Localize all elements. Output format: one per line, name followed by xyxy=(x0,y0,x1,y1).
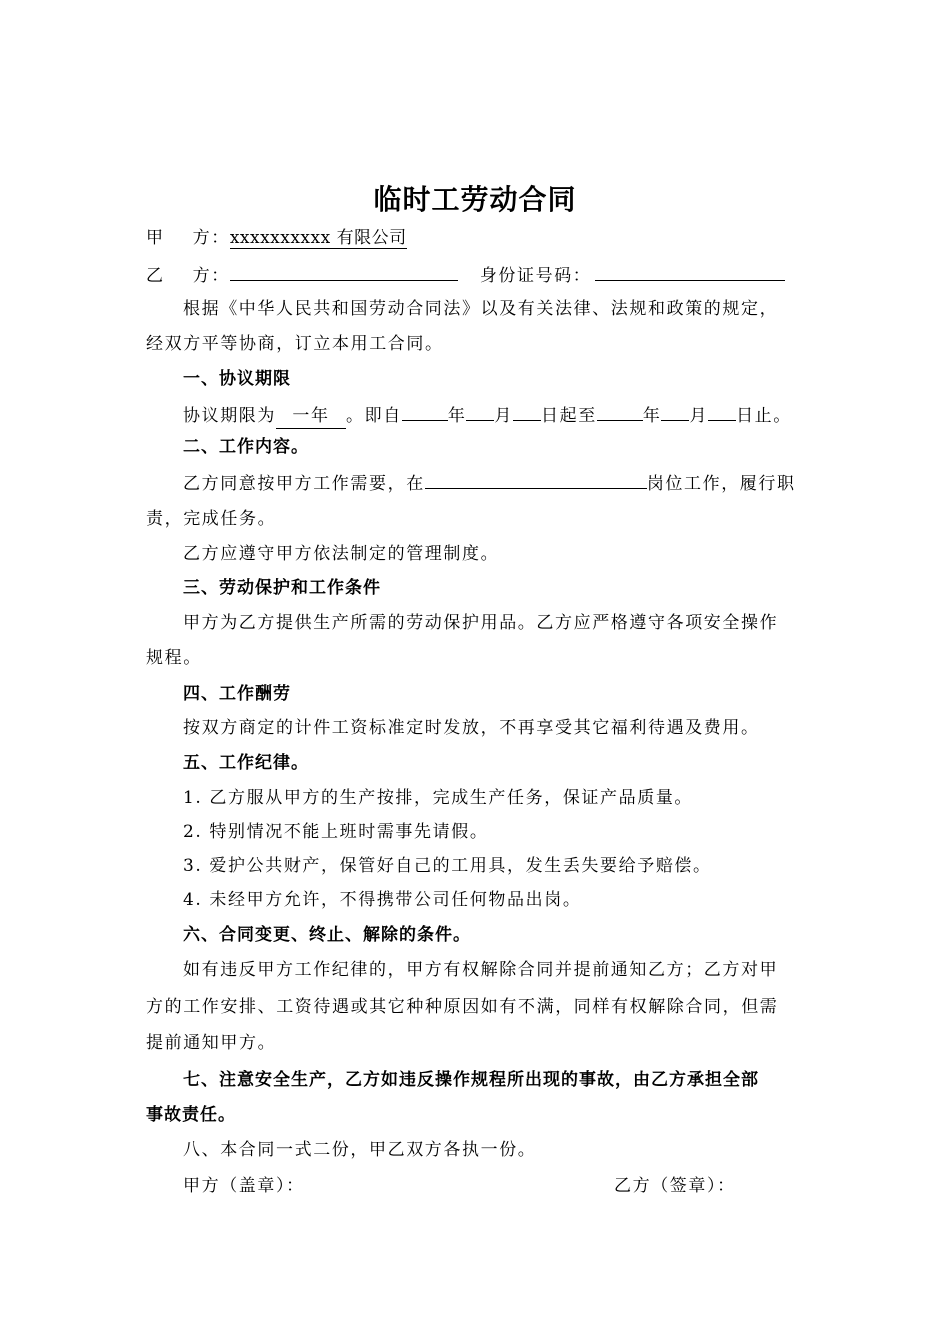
section-5-heading: 五、工作纪律。 xyxy=(183,753,309,773)
section-3-heading: 三、劳动保护和工作条件 xyxy=(183,578,381,598)
section-1-heading: 一、协议期限 xyxy=(183,369,291,389)
section-3-line-1: 甲方为乙方提供生产所需的劳动保护用品。乙方应严格遵守各项安全操作 xyxy=(183,613,779,633)
party-b-label: 乙 xyxy=(146,266,165,286)
discipline-item-2: 2. 特别情况不能上班时需事先请假。 xyxy=(183,822,489,842)
section-3-line-2: 规程。 xyxy=(146,648,202,668)
section-6-line-3: 提前通知甲方。 xyxy=(146,1033,277,1053)
term-from-label: 。即自 xyxy=(346,406,402,426)
end-day-blank[interactable] xyxy=(708,402,736,421)
end-year-label: 年 xyxy=(642,406,662,426)
section-6-heading: 六、合同变更、终止、解除的条件。 xyxy=(183,925,471,945)
position-blank[interactable] xyxy=(425,470,647,489)
start-month-blank[interactable] xyxy=(466,402,494,421)
id-number-label: 身份证号码： xyxy=(479,266,592,286)
intro-line-2: 经双方平等协商，订立本用工合同。 xyxy=(146,334,444,354)
section-7-line-1: 七、注意安全生产，乙方如违反操作规程所出现的事故，由乙方承担全部 xyxy=(183,1070,759,1090)
party-b-name-blank[interactable] xyxy=(230,262,458,281)
start-month-label: 月 xyxy=(494,406,514,426)
party-a-line xyxy=(146,226,407,250)
discipline-item-3: 3. 爱护公共财产，保管好自己的工用具，发生丢失要给予赔偿。 xyxy=(183,856,712,876)
party-b-signature-label: 乙方（签章）： xyxy=(614,1176,736,1196)
discipline-item-1: 1. 乙方服从甲方的生产按排，完成生产任务，保证产品质量。 xyxy=(183,788,694,808)
work-content-post: 岗位工作，履行职 xyxy=(646,474,796,494)
intro-line-1: 根据《中华人民共和国劳动合同法》以及有关法律、法规和政策的规定， xyxy=(183,299,779,319)
section-7-line-2: 事故责任。 xyxy=(146,1105,236,1125)
id-number-blank[interactable] xyxy=(595,262,785,281)
end-year-blank[interactable] xyxy=(597,402,643,421)
start-day-blank[interactable] xyxy=(513,402,541,421)
party-a-company: xxxxxxxxxx 有限公司 xyxy=(229,228,407,248)
start-year-label: 年 xyxy=(447,406,467,426)
section-8-line-1: 八、本合同一式二份，甲乙双方各执一份。 xyxy=(183,1140,537,1160)
party-b-label-suffix: 方： xyxy=(192,266,230,286)
term-value: 一年 xyxy=(276,404,346,429)
start-year-blank[interactable] xyxy=(402,402,448,421)
section-4-heading: 四、工作酬劳 xyxy=(183,684,291,704)
section-2-line-3: 乙方应遵守甲方依法制定的管理制度。 xyxy=(183,544,500,564)
end-day-label: 日止。 xyxy=(736,406,792,426)
start-day-label: 日起至 xyxy=(541,406,597,426)
section-2-heading: 二、工作内容。 xyxy=(183,437,309,457)
section-6-line-2: 方的工作安排、工资待遇或其它种种原因如有不满，同样有权解除合同，但需 xyxy=(146,997,779,1017)
section-6-line-1: 如有违反甲方工作纪律的，甲方有权解除合同并提前通知乙方；乙方对甲 xyxy=(183,960,779,980)
work-content-pre: 乙方同意按甲方工作需要，在 xyxy=(183,474,425,494)
party-a-label: 甲 xyxy=(146,228,165,248)
end-month-blank[interactable] xyxy=(661,402,689,421)
party-a-label-suffix: 方： xyxy=(192,228,230,248)
section-2-line-2: 责，完成任务。 xyxy=(146,509,277,529)
section-1-term-line xyxy=(183,402,792,429)
party-a-signature-label: 甲方（盖章）： xyxy=(183,1176,305,1196)
term-label: 协议期限为 xyxy=(183,406,276,426)
party-b-line xyxy=(146,262,785,288)
end-month-label: 月 xyxy=(689,406,709,426)
section-2-line-1 xyxy=(183,470,796,496)
document-title: 临时工劳动合同 xyxy=(373,183,577,216)
discipline-item-4: 4. 未经甲方允许，不得携带公司任何物品出岗。 xyxy=(183,890,582,910)
section-4-line-1: 按双方商定的计件工资标准定时发放，不再享受其它福利待遇及费用。 xyxy=(183,718,760,738)
